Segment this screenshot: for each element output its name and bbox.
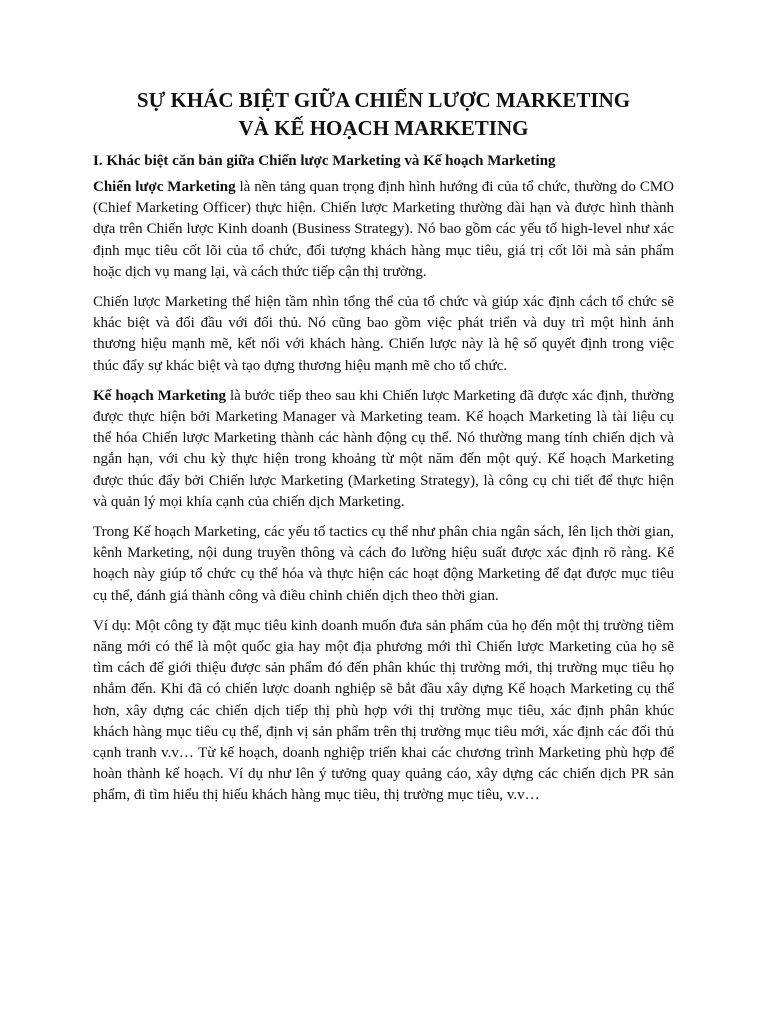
paragraph-strategy-vision bbox=[93, 292, 674, 377]
title-line-2: VÀ KẾ HOẠCH MARKETING bbox=[238, 116, 529, 140]
term-marketing-strategy: Chiến lược Marketing bbox=[93, 179, 236, 195]
term-marketing-plan: Kế hoạch Marketing bbox=[93, 387, 226, 404]
paragraph-example bbox=[93, 616, 674, 807]
document-page bbox=[93, 86, 674, 816]
title-line-1: SỰ KHÁC BIỆT GIỮA CHIẾN LƯỢC MARKETING bbox=[136, 88, 631, 112]
paragraph-text: Ví dụ: Một công ty đặt mục tiêu kinh doanh muốn đưa sản phẩm của họ đến một thị trường tiềm năng mới có thể là một quốc gia hay một địa phương mới thì Chiến lược Marketing của họ sẽ tìm cách để giới thiệu được sản phẩm đó đến phân khúc thị trường mới, thị trường mục tiêu họ nhắm đến. Khi đã có chiến lược doanh nghiệp sẽ bắt đầu xây dựng Kế hoạch Marketing cụ thể hơn, xây dựng các chiến dịch tiếp thị phù hợp với thị trường mục tiêu, xác định phân khúc khách hàng mục tiêu cụ thể, định vị sản phẩm trên thị trường mục tiêu mới, xác định các đối thủ cạnh tranh v.v… Từ kế hoạch, doanh nghiệp triển khai các chương trình Marketing phù hợp để hoàn thành kế hoạch. Ví dụ như lên ý tưởng quay quảng cáo, xây dựng các chiến dịch PR sản phẩm, đi tìm hiểu thị hiếu khách hàng mục tiêu, thị trường mục tiêu, v.v… bbox=[93, 617, 674, 804]
paragraph-text: Trong Kế hoạch Marketing, các yếu tố tactics cụ thể như phân chia ngân sách, lên lịch thời gian, kênh Marketing, nội dung truyền thông và cách đo lường hiệu suất được xác định rõ ràng. Kế hoạch này giúp tổ chức cụ thể hóa và thực hiện các hoạt động Marketing để đạt được mục tiêu cụ thể, đánh giá thành công và điều chỉnh chiến dịch theo thời gian. bbox=[93, 524, 674, 604]
paragraph-plan-tactics bbox=[93, 522, 674, 607]
paragraph-marketing-plan bbox=[93, 386, 674, 513]
paragraph-text: Chiến lược Marketing thể hiện tầm nhìn tổng thể của tổ chức và giúp xác định cách tổ chức sẽ khác biệt và đối đầu với đối thủ. Nó cũng bao gồm việc phát triển và duy trì một hình ảnh thương hiệu mạnh mẽ, kết nối với khách hàng. Chiến lược này là hệ số quyết định trong việc thúc đẩy sự khác biệt và tạo dựng thương hiệu mạnh mẽ cho tổ chức. bbox=[93, 294, 674, 374]
document-title bbox=[93, 86, 674, 142]
paragraph-text: là nền tảng quan trọng định hình hướng đi của tổ chức, thường do CMO (Chief Marketing Officer) thực hiện. Chiến lược Marketing thường dài hạn và được hình thành dựa trên Chiến lược Kinh doanh (Business Strategy). Nó bao gồm các yếu tố high-level như xác định mục tiêu cốt lõi của tổ chức, đối tượng khách hàng mục tiêu, giá trị cốt lõi mà sản phẩm hoặc dịch vụ mang lại, và cách thức tiếp cận thị trường. bbox=[93, 179, 674, 280]
paragraph-marketing-strategy bbox=[93, 177, 674, 283]
section-heading: I. Khác biệt căn bản giữa Chiến lược Marketing và Kế hoạch Marketing bbox=[93, 153, 556, 169]
paragraph-text: là bước tiếp theo sau khi Chiến lược Marketing đã được xác định, thường được thực hiện bởi Marketing Manager và Marketing team. Kế hoạch Marketing là tài liệu cụ thể hóa Chiến lược Marketing thành các hành động cụ thể. Nó thường mang tính chiến dịch và ngắn hạn, với chu kỳ thực hiện trong khoảng từ một năm đến một quý. Kế hoạch Marketing được thúc đẩy bởi Chiến lược Marketing (Marketing Strategy), là công cụ chi tiết để thực hiện và quản lý mọi khía cạnh của chiến dịch Marketing. bbox=[93, 387, 674, 510]
